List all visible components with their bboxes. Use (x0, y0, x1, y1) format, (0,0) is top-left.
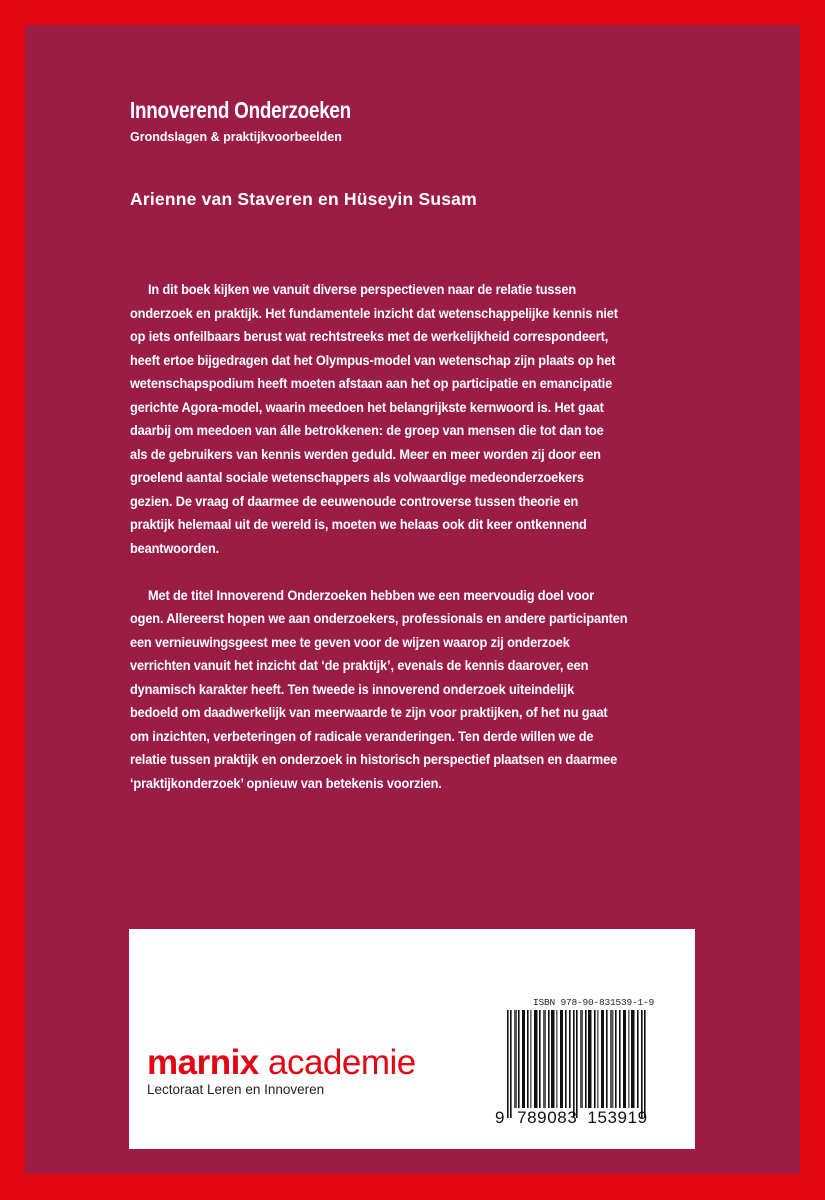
barcode-digit-group-1: 789083 (517, 1108, 578, 1127)
blurb-line: een vernieuwingsgeest mee te geven voor de wijzen waarop zij onderzoek (130, 634, 570, 651)
blurb-line: groelend aantal sociale wetenschappers als volwaardige medeonderzoekers (130, 470, 584, 486)
imprint-box (129, 929, 695, 1149)
blurb-paragraph-2 (130, 585, 650, 797)
book-title: Innoverend Onderzoeken (130, 97, 351, 123)
blurb-line: om inzichten, verbeteringen of radicale veranderingen. Ten derde willen we de (130, 728, 594, 745)
blurb-line: Met de titel Innoverend Onderzoeken hebben we een meervoudig doel voor (148, 587, 595, 604)
blurb-line: wetenschapspodium heeft moeten afstaan aan het op participatie en emancipatie (130, 376, 613, 392)
logo-word-marnix: marnix (147, 1043, 259, 1082)
barcode-digit-group-2: 153919 (587, 1108, 648, 1127)
blurb-line: In dit boek kijken we vanuit diverse perspectieven naar de relatie tussen (148, 282, 577, 298)
blurb-line: daarbij om meedoen van álle betrokkenen: de groep van mensen die tot dan toe (130, 423, 604, 439)
blurb-line: verrichten vanuit het inzicht dat ‘de praktijk’, evenals de kennis daarover, een (130, 658, 589, 674)
logo-word-academie: academie (258, 1043, 416, 1082)
blurb-line: beantwoorden. (130, 540, 220, 557)
blurb-line: op iets onfeilbaars berust wat rechtstreeks met de werkelijkheid correspondeert, (130, 329, 609, 345)
blurb-line: praktijk helemaal uit de wereld is, moeten we helaas ook dit keer ontkennend (130, 517, 587, 533)
barcode-digits (495, 1108, 648, 1128)
book-subtitle: Grondslagen & praktijkvoorbeelden (130, 130, 342, 144)
barcode-digit-lead: 9 (495, 1108, 506, 1127)
blurb-line: onderzoek en praktijk. Het fundamentele inzicht dat wetenschappelijke kennis niet (130, 305, 618, 322)
blurb-line: relatie tussen praktijk en onderzoek in historisch perspectief plaatsen en daarmee (130, 752, 618, 768)
blurb-line: ogen. Allereerst hopen we aan onderzoekers, professionals en andere participanten (130, 611, 628, 627)
blurb (130, 279, 650, 820)
blurb-line: als de gebruikers van kennis werden geduld. Meer en meer worden zij door een (130, 446, 601, 463)
isbn-label: ISBN 978-90-831539-1-9 (533, 997, 655, 1008)
blurb-line: heeft ertoe bijgedragen dat het Olympus-model van wetenschap zijn plaats op het (130, 352, 616, 369)
blurb-line: ‘praktijkonderzoek’ opnieuw van betekenis voorzien. (130, 775, 442, 792)
blurb-line: bedoeld om daadwerkelijk van meerwaarde te zijn voor praktijken, of het nu gaat (130, 705, 608, 721)
blurb-line: dynamisch karakter heeft. Ten tweede is innoverend onderzoek uiteindelijk (130, 681, 575, 698)
blurb-line: gerichte Agora-model, waarin meedoen het belangrijkste kernwoord is. Het gaat (130, 399, 604, 416)
book-authors: Arienne van Staveren en Hüseyin Susam (130, 189, 477, 209)
back-cover-panel (25, 25, 800, 1174)
publisher-logo (147, 1045, 416, 1097)
blurb-line: gezien. De vraag of daarmee de eeuwenoude controverse tussen theorie en (130, 493, 579, 510)
logo-tagline: Lectoraat Leren en Innoveren (147, 1082, 325, 1097)
isbn-barcode (495, 997, 671, 1127)
logo-wordmark (147, 1045, 416, 1081)
barcode-icon (505, 1010, 651, 1118)
blurb-paragraph-1 (130, 279, 650, 561)
